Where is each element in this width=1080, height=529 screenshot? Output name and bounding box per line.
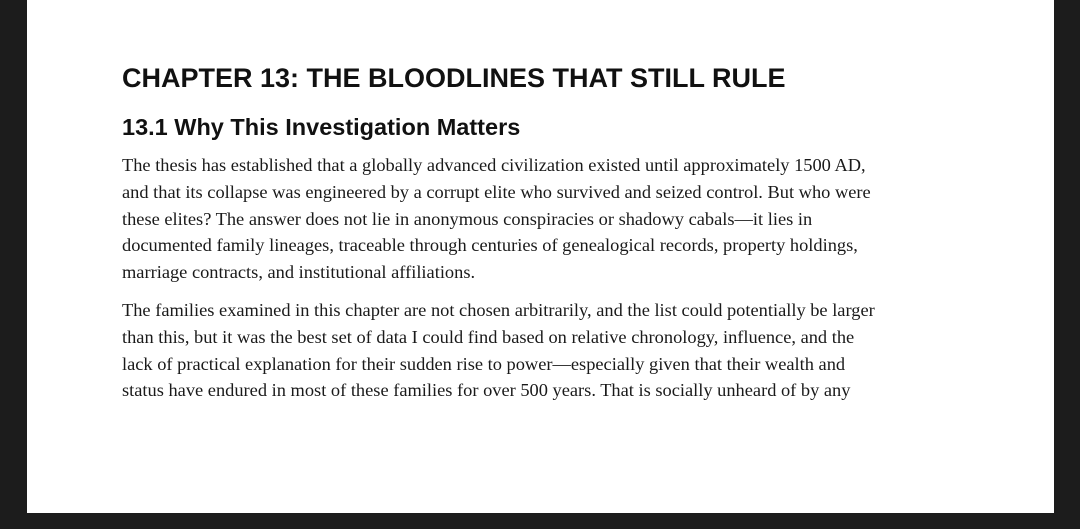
paragraph-line: The families examined in this chapter are not chosen arbitrarily, and the list could potentially be larger (122, 299, 875, 320)
paragraph-line: documented family lineages, traceable through centuries of genealogical records, property holdings, (122, 235, 858, 256)
paragraph-2 (122, 297, 962, 404)
paragraph-line: The thesis has established that a globally advanced civilization existed until approximately 1500 AD, (122, 155, 866, 175)
chapter-title: CHAPTER 13: THE BLOODLINES THAT STILL RULE (122, 63, 786, 93)
page-content (122, 60, 962, 404)
paragraph-line: than this, but it was the best set of data I could find based on relative chronology, influence, and the (122, 326, 855, 347)
document-page (27, 0, 1054, 513)
paragraph-1 (122, 152, 962, 286)
paragraph-line: marriage contracts, and institutional affiliations. (122, 262, 476, 283)
paragraph-line: status have endured in most of these families for over 500 years. That is socially unheard of by any (122, 380, 851, 401)
paragraph-line: these elites? The answer does not lie in anonymous conspiracies or shadowy cabals—it lies in (122, 208, 813, 229)
section-title: 13.1 Why This Investigation Matters (122, 114, 521, 140)
paragraph-line: lack of practical explanation for their sudden rise to power—especially given that their wealth and (122, 353, 846, 374)
paragraph-line: and that its collapse was engineered by a corrupt elite who survived and seized control. But who were (122, 181, 871, 202)
